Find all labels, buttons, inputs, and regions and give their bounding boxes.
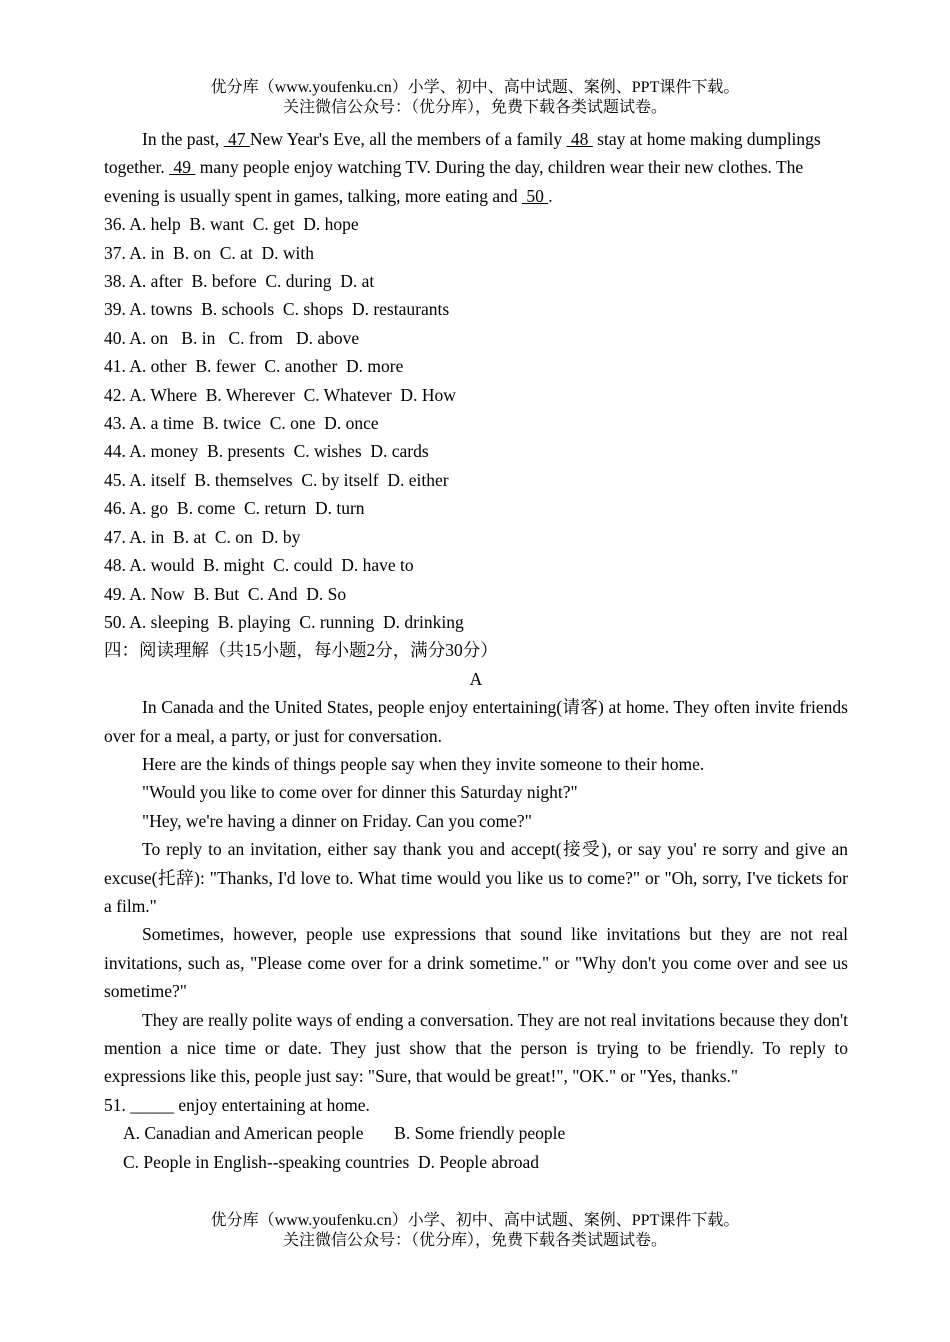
option-line-40: 40. A. on B. in C. from D. above bbox=[104, 327, 360, 348]
passage-paragraph-7: They are really polite ways of ending a conversation. They are not real invitations because they don't mention a nice time or date. They just show that the person is trying to be friendly. To reply to expressions like this, people just say: "Sure, that would be great!", "OK." or "Yes, thanks." bbox=[104, 1009, 848, 1087]
option-line-49: 49. A. Now B. But C. And D. So bbox=[104, 583, 347, 604]
page-content bbox=[104, 125, 848, 1176]
option-line-39: 39. A. towns B. schools C. shops D. restaurants bbox=[104, 299, 450, 320]
passage-paragraph-2: Here are the kinds of things people say when they invite someone to their home. bbox=[142, 753, 705, 774]
footer-line-1: 优分库（www.youfenku.cn）小学、初中、高中试题、案例、PPT课件下载。 bbox=[210, 1212, 740, 1229]
option-line-47: 47. A. in B. at C. on D. by bbox=[104, 526, 301, 547]
page-footer bbox=[0, 1211, 950, 1251]
footer-line-2: 关注微信公众号：（优分库），免费下载各类试题试卷。 bbox=[282, 1232, 667, 1249]
question-51-options-row-2: C. People in English--speaking countries D. People abroad bbox=[123, 1151, 540, 1172]
blank-48: 48 bbox=[566, 129, 593, 149]
option-line-41: 41. A. other B. fewer C. another D. more bbox=[104, 356, 404, 377]
option-line-36: 36. A. help B. want C. get D. hope bbox=[104, 214, 359, 235]
page-header bbox=[0, 78, 950, 118]
header-line-2: 关注微信公众号：（优分库），免费下载各类试题试卷。 bbox=[282, 99, 667, 116]
passage-label: A bbox=[469, 668, 483, 689]
blank-50: 50 bbox=[521, 185, 549, 206]
option-line-48: 48. A. would B. might C. could D. have to bbox=[104, 555, 414, 576]
option-line-46: 46. A. go B. come C. return D. turn bbox=[104, 498, 365, 519]
question-51-options-row-1: A. Canadian and American people B. Some friendly people bbox=[123, 1123, 566, 1144]
question-51-stem: 51. _____ enjoy entertaining at home. bbox=[104, 1094, 370, 1115]
option-line-45: 45. A. itself B. themselves C. by itself D. either bbox=[104, 469, 449, 490]
option-line-38: 38. A. after B. before C. during D. at bbox=[104, 271, 375, 292]
passage-paragraph-4: "Hey, we're having a dinner on Friday. Can you come?" bbox=[142, 810, 532, 831]
cloze-passage-ending: In the past, 47 New Year's Eve, all the members of a family 48 stay at home making dumplings together. 49 many people enjoy watching TV. During the day, children wear their new clothes. The evening is usually spent in games, talking, more eating and 50 . bbox=[104, 129, 821, 206]
option-line-43: 43. A. a time B. twice C. one D. once bbox=[104, 413, 379, 434]
section-title: 四：阅读理解（共15小题，每小题2分，满分30分） bbox=[104, 640, 498, 661]
blank-47: 47 bbox=[223, 129, 250, 149]
option-line-42: 42. A. Where B. Wherever C. Whatever D. How bbox=[104, 384, 456, 405]
cloze-options-list bbox=[104, 210, 848, 636]
header-line-1: 优分库（www.youfenku.cn）小学、初中、高中试题、案例、PPT课件下载。 bbox=[210, 79, 740, 96]
blank-49: 49 bbox=[169, 157, 196, 178]
option-line-50: 50. A. sleeping B. playing C. running D. drinking bbox=[104, 611, 464, 632]
passage-paragraph-6: Sometimes, however, people use expressions that sound like invitations but they are not real invitations, such as, "Please come over for a drink sometime." or "Why don't you come over and see us sometime?" bbox=[104, 924, 848, 1002]
passage-paragraph-1: In Canada and the United States, people enjoy entertaining(请客) at home. They often invite friends over for a meal, a party, or just for conversation. bbox=[104, 697, 848, 746]
option-line-37: 37. A. in B. on C. at D. with bbox=[104, 242, 315, 263]
passage-paragraph-3: "Would you like to come over for dinner this Saturday night?" bbox=[142, 782, 578, 803]
option-line-44: 44. A. money B. presents C. wishes D. cards bbox=[104, 441, 429, 462]
passage-paragraph-5: To reply to an invitation, either say thank you and accept(接受), or say you' re sorry and give an excuse(托辞): "Thanks, I'd love to. What time would you like us to come?" or "Oh, sorry, I've tickets for a film." bbox=[104, 839, 848, 916]
